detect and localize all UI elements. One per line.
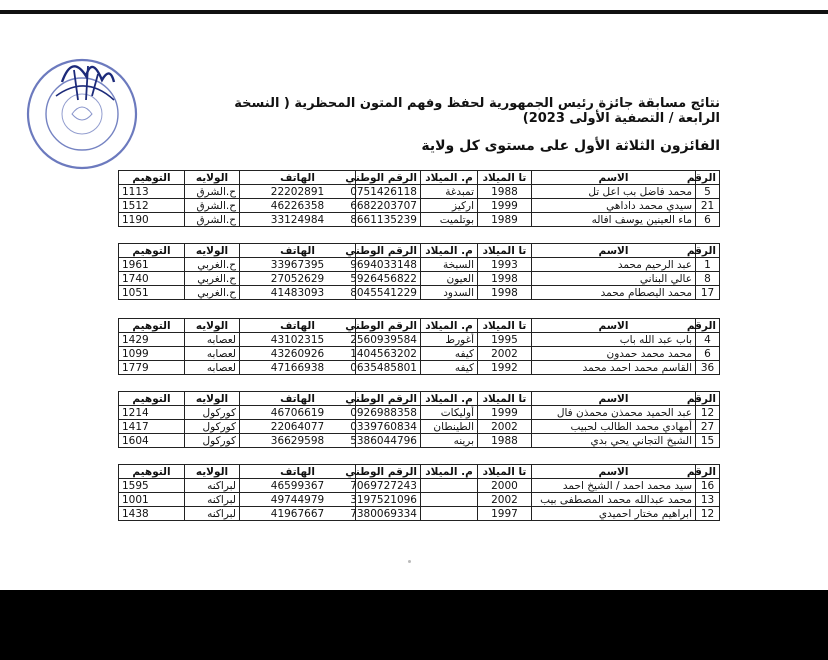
cell-wilaya: ح.الشرق bbox=[185, 199, 240, 213]
document-subtitle: الفائزون الثلاثة الأول على مستوى كل ولاية bbox=[421, 138, 720, 154]
cell-tawjih: 1604 bbox=[119, 434, 185, 448]
cell-dob: 2002 bbox=[478, 420, 532, 434]
cell-tawjih: 1779 bbox=[119, 361, 185, 375]
cell-wilaya: لبراكنه bbox=[185, 493, 240, 507]
cell-name: أمهادي محمد الطالب لحبيب bbox=[532, 420, 696, 434]
cell-pob: السبخة bbox=[421, 258, 478, 272]
cell-nid: 0926988358 bbox=[356, 406, 421, 420]
table-row bbox=[119, 213, 720, 227]
cell-name: محمد محمد حمدون bbox=[532, 347, 696, 361]
cell-dob: 1998 bbox=[478, 272, 532, 286]
cell-nid: 5386044796 bbox=[356, 434, 421, 448]
cell-pob: كيفه bbox=[421, 347, 478, 361]
cell-phone: 46706619 bbox=[240, 406, 356, 420]
cell-tawjih: 1214 bbox=[119, 406, 185, 420]
column-header-phone: الهاتف bbox=[240, 319, 356, 333]
cell-tawjih: 1051 bbox=[119, 286, 185, 300]
cell-pob bbox=[421, 479, 478, 493]
table-header-row bbox=[119, 465, 720, 479]
results-table bbox=[118, 391, 720, 448]
cell-phone: 27052629 bbox=[240, 272, 356, 286]
column-header-dob: تا الميلاد bbox=[478, 319, 532, 333]
column-header-phone: الهاتف bbox=[240, 465, 356, 479]
cell-tawjih: 1438 bbox=[119, 507, 185, 521]
cell-pob: السدود bbox=[421, 286, 478, 300]
cell-phone: 47166938 bbox=[240, 361, 356, 375]
cell-phone: 22202891 bbox=[240, 185, 356, 199]
table-row bbox=[119, 333, 720, 347]
cell-tawjih: 1512 bbox=[119, 199, 185, 213]
cell-pob: تمبدغة bbox=[421, 185, 478, 199]
cell-pob: أغورط bbox=[421, 333, 478, 347]
organization-stamp-icon bbox=[22, 52, 142, 172]
cell-pob bbox=[421, 507, 478, 521]
column-header-phone: الهاتف bbox=[240, 244, 356, 258]
cell-nid: 9694033148 bbox=[356, 258, 421, 272]
table-row bbox=[119, 286, 720, 300]
top-edge bbox=[0, 0, 828, 14]
cell-num: 15 bbox=[696, 434, 720, 448]
cell-name: عبد الحميد محمذن محمذن فال bbox=[532, 406, 696, 420]
document-title: نتائج مسابقة جائزة رئيس الجمهورية لحفظ وفهم المتون المحظرية ( النسخة الرابعة / التصفية الأولى 2023) bbox=[234, 96, 720, 126]
column-header-name: الاسم bbox=[532, 244, 696, 258]
cell-dob: 1997 bbox=[478, 507, 532, 521]
cell-tawjih: 1595 bbox=[119, 479, 185, 493]
cell-dob: 1989 bbox=[478, 213, 532, 227]
column-header-dob: تا الميلاد bbox=[478, 465, 532, 479]
column-header-name: الاسم bbox=[532, 171, 696, 185]
cell-wilaya: ح.الشرق bbox=[185, 185, 240, 199]
cell-nid: 5926456822 bbox=[356, 272, 421, 286]
cell-phone: 22064077 bbox=[240, 420, 356, 434]
results-table bbox=[118, 243, 720, 300]
cell-wilaya: كوركول bbox=[185, 420, 240, 434]
column-header-nid: الرقم الوطني bbox=[356, 392, 421, 406]
table-row bbox=[119, 258, 720, 272]
cell-dob: 1999 bbox=[478, 199, 532, 213]
cell-name: باب عبد الله باب bbox=[532, 333, 696, 347]
cell-num: 13 bbox=[696, 493, 720, 507]
cell-dob: 2002 bbox=[478, 347, 532, 361]
column-header-tawjih: التوهيم bbox=[119, 465, 185, 479]
column-header-num: الرقم bbox=[696, 392, 720, 406]
table-header-row bbox=[119, 319, 720, 333]
cell-num: 36 bbox=[696, 361, 720, 375]
column-header-dob: تا الميلاد bbox=[478, 244, 532, 258]
column-header-nid: الرقم الوطني bbox=[356, 319, 421, 333]
cell-phone: 46226358 bbox=[240, 199, 356, 213]
column-header-pob: م. الميلاد bbox=[421, 319, 478, 333]
cell-wilaya: لعصابه bbox=[185, 361, 240, 375]
cell-name: ماء العينين يوسف افاله bbox=[532, 213, 696, 227]
column-header-tawjih: التوهيم bbox=[119, 171, 185, 185]
cell-pob: كيفه bbox=[421, 361, 478, 375]
cell-phone: 33124984 bbox=[240, 213, 356, 227]
cell-name: ابراهيم مختار احميدي bbox=[532, 507, 696, 521]
column-header-wilaya: الولايه bbox=[185, 244, 240, 258]
column-header-dob: تا الميلاد bbox=[478, 171, 532, 185]
table-row bbox=[119, 406, 720, 420]
cell-dob: 1999 bbox=[478, 406, 532, 420]
column-header-name: الاسم bbox=[532, 392, 696, 406]
cell-name: الشيخ التجاني يحي بدي bbox=[532, 434, 696, 448]
cell-phone: 41967667 bbox=[240, 507, 356, 521]
cell-num: 6 bbox=[696, 213, 720, 227]
column-header-num: الرقم bbox=[696, 244, 720, 258]
cell-tawjih: 1417 bbox=[119, 420, 185, 434]
cell-dob: 1993 bbox=[478, 258, 532, 272]
cell-wilaya: ح.الشرق bbox=[185, 213, 240, 227]
column-header-wilaya: الولايه bbox=[185, 319, 240, 333]
cell-num: 12 bbox=[696, 507, 720, 521]
column-header-wilaya: الولايه bbox=[185, 392, 240, 406]
cell-nid: 8661135239 bbox=[356, 213, 421, 227]
cell-nid: 0635485801 bbox=[356, 361, 421, 375]
table-row bbox=[119, 199, 720, 213]
cell-pob: بوتلميت bbox=[421, 213, 478, 227]
cell-wilaya: كوركول bbox=[185, 434, 240, 448]
table-header-row bbox=[119, 171, 720, 185]
cell-dob: 2000 bbox=[478, 479, 532, 493]
cell-nid: 7380069334 bbox=[356, 507, 421, 521]
cell-phone: 33967395 bbox=[240, 258, 356, 272]
cell-phone: 46599367 bbox=[240, 479, 356, 493]
cell-dob: 1998 bbox=[478, 286, 532, 300]
column-header-nid: الرقم الوطني bbox=[356, 244, 421, 258]
cell-pob: برينه bbox=[421, 434, 478, 448]
cell-num: 17 bbox=[696, 286, 720, 300]
cell-wilaya: لبراكنه bbox=[185, 479, 240, 493]
cell-wilaya: كوركول bbox=[185, 406, 240, 420]
column-header-nid: الرقم الوطني bbox=[356, 171, 421, 185]
table-row bbox=[119, 434, 720, 448]
cell-tawjih: 1429 bbox=[119, 333, 185, 347]
cell-wilaya: ح.الغربي bbox=[185, 258, 240, 272]
column-header-tawjih: التوهيم bbox=[119, 244, 185, 258]
cell-nid: 1404563202 bbox=[356, 347, 421, 361]
table-row bbox=[119, 479, 720, 493]
cell-nid: 0751426118 bbox=[356, 185, 421, 199]
column-header-wilaya: الولايه bbox=[185, 171, 240, 185]
cell-tawjih: 1190 bbox=[119, 213, 185, 227]
cell-nid: 3197521096 bbox=[356, 493, 421, 507]
results-table bbox=[118, 318, 720, 375]
cell-phone: 43102315 bbox=[240, 333, 356, 347]
table-row bbox=[119, 507, 720, 521]
column-header-name: الاسم bbox=[532, 465, 696, 479]
cell-num: 1 bbox=[696, 258, 720, 272]
cell-name: محمد فاضل بب اعل تل bbox=[532, 185, 696, 199]
cell-nid: 8045541229 bbox=[356, 286, 421, 300]
column-header-wilaya: الولايه bbox=[185, 465, 240, 479]
cell-num: 5 bbox=[696, 185, 720, 199]
cell-name: سيدي محمد داداهي bbox=[532, 199, 696, 213]
cell-tawjih: 1113 bbox=[119, 185, 185, 199]
column-header-num: الرقم bbox=[696, 171, 720, 185]
cell-pob bbox=[421, 493, 478, 507]
cell-dob: 1988 bbox=[478, 185, 532, 199]
column-header-phone: الهاتف bbox=[240, 392, 356, 406]
cell-dob: 1995 bbox=[478, 333, 532, 347]
cell-nid: 2560939584 bbox=[356, 333, 421, 347]
cell-num: 21 bbox=[696, 199, 720, 213]
cell-tawjih: 1001 bbox=[119, 493, 185, 507]
table-row bbox=[119, 347, 720, 361]
cell-num: 6 bbox=[696, 347, 720, 361]
column-header-phone: الهاتف bbox=[240, 171, 356, 185]
cell-wilaya: ح.الغربي bbox=[185, 272, 240, 286]
table-header-row bbox=[119, 392, 720, 406]
table-header-row bbox=[119, 244, 720, 258]
cell-nid: 7069727243 bbox=[356, 479, 421, 493]
cell-name: محمد عبدالله محمد المصطفى بيب bbox=[532, 493, 696, 507]
cell-name: القاسم محمد احمد محمد bbox=[532, 361, 696, 375]
cell-wilaya: لعصابه bbox=[185, 333, 240, 347]
column-header-tawjih: التوهيم bbox=[119, 392, 185, 406]
cell-num: 12 bbox=[696, 406, 720, 420]
column-header-pob: م. الميلاد bbox=[421, 392, 478, 406]
cell-name: سيد محمد احمد / الشيخ احمد bbox=[532, 479, 696, 493]
cell-name: عالي البناني bbox=[532, 272, 696, 286]
cell-nid: 6682203707 bbox=[356, 199, 421, 213]
cell-pob: الطينطان bbox=[421, 420, 478, 434]
cell-wilaya: ح.الغربي bbox=[185, 286, 240, 300]
table-row bbox=[119, 493, 720, 507]
results-table bbox=[118, 170, 720, 227]
cell-dob: 1988 bbox=[478, 434, 532, 448]
column-header-num: الرقم bbox=[696, 319, 720, 333]
column-header-tawjih: التوهيم bbox=[119, 319, 185, 333]
scan-speck bbox=[408, 560, 411, 563]
cell-pob: أوليكات bbox=[421, 406, 478, 420]
table-row bbox=[119, 361, 720, 375]
cell-tawjih: 1099 bbox=[119, 347, 185, 361]
results-table bbox=[118, 464, 720, 521]
column-header-pob: م. الميلاد bbox=[421, 171, 478, 185]
column-header-nid: الرقم الوطني bbox=[356, 465, 421, 479]
cell-num: 8 bbox=[696, 272, 720, 286]
cell-dob: 1992 bbox=[478, 361, 532, 375]
cell-wilaya: لعصابه bbox=[185, 347, 240, 361]
column-header-name: الاسم bbox=[532, 319, 696, 333]
cell-name: عبد الرحيم محمد bbox=[532, 258, 696, 272]
cell-wilaya: لبراكنه bbox=[185, 507, 240, 521]
cell-nid: 0339760834 bbox=[356, 420, 421, 434]
table-row bbox=[119, 420, 720, 434]
table-row bbox=[119, 272, 720, 286]
cell-num: 16 bbox=[696, 479, 720, 493]
cell-pob: العيون bbox=[421, 272, 478, 286]
cell-phone: 49744979 bbox=[240, 493, 356, 507]
column-header-pob: م. الميلاد bbox=[421, 465, 478, 479]
cell-phone: 43260926 bbox=[240, 347, 356, 361]
cell-pob: اركيز bbox=[421, 199, 478, 213]
column-header-num: الرقم bbox=[696, 465, 720, 479]
cell-tawjih: 1961 bbox=[119, 258, 185, 272]
table-row bbox=[119, 185, 720, 199]
cell-num: 4 bbox=[696, 333, 720, 347]
cell-num: 27 bbox=[696, 420, 720, 434]
cell-phone: 36629598 bbox=[240, 434, 356, 448]
cell-name: محمد اليصطام محمد bbox=[532, 286, 696, 300]
column-header-dob: تا الميلاد bbox=[478, 392, 532, 406]
cell-tawjih: 1740 bbox=[119, 272, 185, 286]
cell-dob: 2002 bbox=[478, 493, 532, 507]
column-header-pob: م. الميلاد bbox=[421, 244, 478, 258]
cell-phone: 41483093 bbox=[240, 286, 356, 300]
